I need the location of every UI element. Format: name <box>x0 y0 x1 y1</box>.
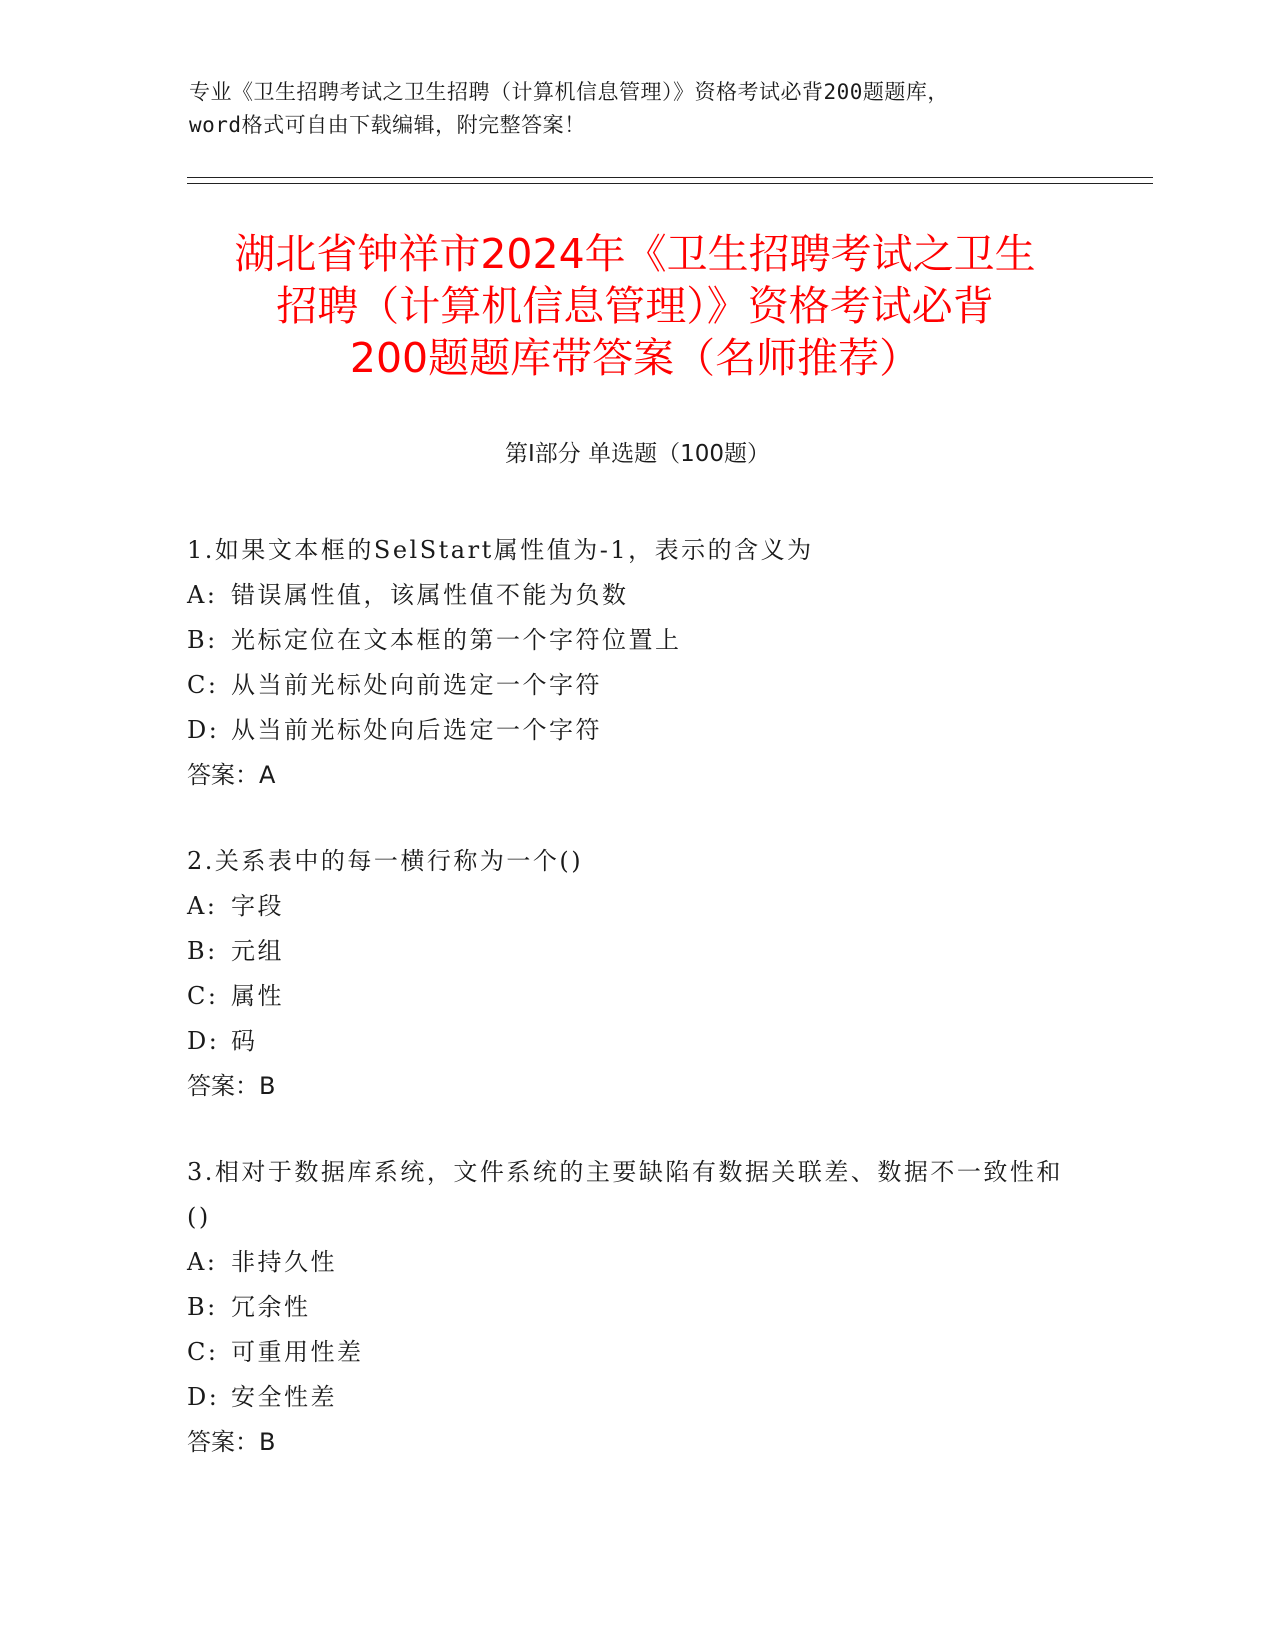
option-b <box>187 929 1067 974</box>
option-text: 从当前光标处向后选定一个字符 <box>231 716 602 744</box>
option-letter: A: <box>187 892 218 920</box>
header-note <box>189 76 1089 142</box>
option-letter: D: <box>187 716 220 744</box>
option-text: 字段 <box>231 892 284 920</box>
option-letter: C: <box>187 1338 219 1366</box>
question-3 <box>187 1150 1067 1465</box>
option-text: 错误属性值，该属性值不能为负数 <box>231 581 629 609</box>
answer-line: 答案：A <box>187 761 276 789</box>
option-text: 码 <box>231 1027 258 1055</box>
option-text: 光标定位在文本框的第一个字符位置上 <box>231 626 682 654</box>
option-letter: D: <box>187 1027 220 1055</box>
option-c <box>187 663 1067 708</box>
option-d <box>187 1019 1067 1064</box>
option-text: 非持久性 <box>231 1248 337 1276</box>
option-text: 从当前光标处向前选定一个字符 <box>231 671 602 699</box>
question-list <box>187 528 1067 1506</box>
option-letter: A: <box>187 1248 218 1276</box>
option-c <box>187 1330 1067 1375</box>
option-letter: A: <box>187 581 218 609</box>
header-divider-top <box>187 177 1153 178</box>
answer-line: 答案：B <box>187 1072 276 1100</box>
option-b <box>187 618 1067 663</box>
question-stem: 2.关系表中的每一横行称为一个() <box>187 847 584 875</box>
header-note-line1: 专业《卫生招聘考试之卫生招聘（计算机信息管理）》资格考试必背200题题库， <box>189 80 949 104</box>
option-c <box>187 974 1067 1019</box>
document-title <box>170 228 1100 384</box>
option-letter: C: <box>187 671 219 699</box>
question-stem: 1.如果文本框的SelStart属性值为-1，表示的含义为 <box>187 536 814 564</box>
option-letter: B: <box>187 1293 218 1321</box>
header-divider-bottom <box>187 183 1153 184</box>
option-text: 元组 <box>231 937 284 965</box>
option-a <box>187 573 1067 618</box>
option-d <box>187 1375 1067 1420</box>
option-text: 属性 <box>231 982 284 1010</box>
answer-line: 答案：B <box>187 1428 276 1456</box>
document-title-line1: 湖北省钟祥市2024年《卫生招聘考试之卫生 <box>234 230 1036 278</box>
option-a <box>187 884 1067 929</box>
header-note-line2: word格式可自由下载编辑，附完整答案！ <box>189 113 586 137</box>
document-title-line3: 200题题库带答案（名师推荐） <box>349 334 921 382</box>
option-text: 冗余性 <box>231 1293 311 1321</box>
document-title-line2: 招聘（计算机信息管理）》资格考试必背 <box>276 282 994 330</box>
question-stem: 3.相对于数据库系统，文件系统的主要缺陷有数据关联差、数据不一致性和() <box>187 1158 1063 1231</box>
option-a <box>187 1240 1067 1285</box>
option-d <box>187 708 1067 753</box>
question-2 <box>187 839 1067 1109</box>
option-text: 可重用性差 <box>231 1338 364 1366</box>
option-letter: B: <box>187 937 218 965</box>
option-letter: C: <box>187 982 219 1010</box>
option-letter: D: <box>187 1383 220 1411</box>
option-b <box>187 1285 1067 1330</box>
option-text: 安全性差 <box>231 1383 337 1411</box>
question-1 <box>187 528 1067 798</box>
option-letter: B: <box>187 626 218 654</box>
section-heading: 第Ⅰ部分 单选题（100题） <box>505 441 770 467</box>
